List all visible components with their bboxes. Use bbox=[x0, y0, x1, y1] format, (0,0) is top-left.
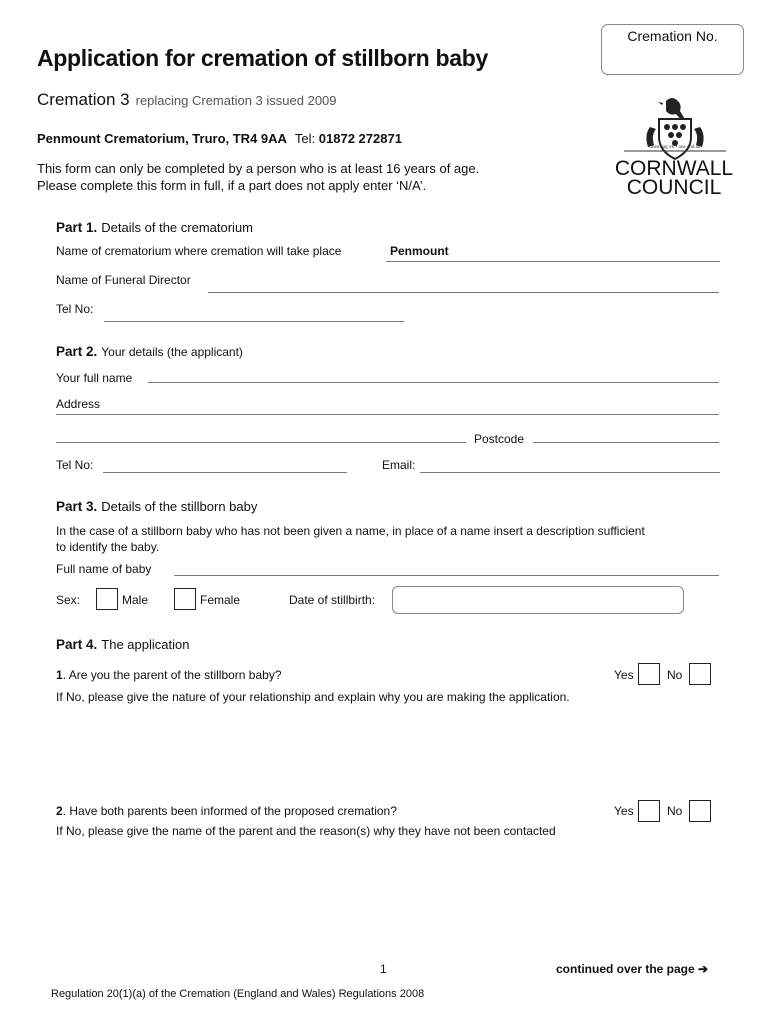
postcode-field[interactable] bbox=[533, 442, 719, 443]
applicant-tel-field[interactable] bbox=[103, 472, 347, 473]
q2-yes-label: Yes bbox=[614, 804, 634, 818]
female-checkbox[interactable] bbox=[174, 588, 196, 610]
intro-text bbox=[37, 160, 479, 194]
stillbirth-date-field[interactable] bbox=[392, 586, 684, 614]
form-code bbox=[37, 90, 337, 110]
applicant-name-label: Your full name bbox=[56, 371, 133, 385]
applicant-email-field[interactable] bbox=[420, 472, 720, 473]
crematorium-name-field[interactable] bbox=[386, 244, 720, 262]
crematorium-name-label: Name of crematorium where cremation will take place bbox=[56, 244, 342, 258]
intro-line-2: Please complete this form in full, if a part does not apply enter ‘N/A’. bbox=[37, 178, 427, 193]
baby-name-field[interactable] bbox=[174, 575, 719, 576]
part1-heading bbox=[56, 220, 253, 235]
male-label: Male bbox=[122, 593, 149, 607]
svg-text:onen hag oll • one and all: onen hag oll • one and all bbox=[649, 145, 701, 150]
cremation-number-box[interactable] bbox=[601, 24, 744, 75]
q2-no-label: No bbox=[667, 804, 683, 818]
part4-title: The application bbox=[101, 637, 190, 652]
applicant-address-field-2[interactable] bbox=[56, 442, 466, 443]
regulation-reference: Regulation 20(1)(a) of the Cremation (England and Wales) Regulations 2008 bbox=[51, 988, 425, 1000]
part3-instruction-line-2: to identify the baby. bbox=[56, 540, 160, 554]
form-note: replacing Cremation 3 issued 2009 bbox=[135, 93, 337, 108]
logo-text-council: COUNCIL bbox=[626, 176, 722, 197]
part3-number: Part 3. bbox=[56, 499, 98, 514]
question-1 bbox=[56, 668, 282, 682]
question-2-followup: If No, please give the name of the parent and the reason(s) why they have not been contacted bbox=[56, 824, 556, 838]
question-1-text: . Are you the parent of the stillborn baby? bbox=[62, 668, 282, 682]
part3-title: Details of the stillborn baby bbox=[101, 499, 258, 514]
part1-tel-label: Tel No: bbox=[56, 302, 94, 316]
crematorium-name-value: Penmount bbox=[390, 244, 449, 258]
continued-note: continued over the page ➔ bbox=[556, 962, 709, 976]
council-crest-icon bbox=[612, 93, 736, 197]
applicant-address-label: Address bbox=[56, 397, 101, 411]
question-1-answer-area[interactable] bbox=[56, 708, 719, 794]
funeral-director-label: Name of Funeral Director bbox=[56, 273, 191, 287]
funeral-director-field[interactable] bbox=[208, 292, 719, 293]
part1-tel-field[interactable] bbox=[104, 321, 404, 322]
part1-number: Part 1. bbox=[56, 220, 98, 235]
part2-number: Part 2. bbox=[56, 344, 98, 359]
form-title: Application for cremation of stillborn baby bbox=[37, 45, 488, 71]
sex-label: Sex: bbox=[56, 593, 81, 607]
crematorium-tel-label: Tel: bbox=[294, 131, 316, 146]
question-2-text: . Have both parents been informed of the proposed cremation? bbox=[62, 804, 397, 818]
part3-heading bbox=[56, 499, 257, 514]
question-2-answer-area[interactable] bbox=[56, 844, 719, 944]
cremation-number-label: Cremation No. bbox=[627, 28, 718, 44]
q2-no-checkbox[interactable] bbox=[689, 800, 711, 822]
logo-text-cornwall: CORNWALL bbox=[614, 157, 734, 180]
part2-title: Your details (the applicant) bbox=[101, 345, 243, 359]
form-code-label: Cremation 3 bbox=[37, 90, 130, 109]
intro-line-1: This form can only be completed by a person who is at least 16 years of age. bbox=[37, 161, 480, 176]
q1-no-label: No bbox=[667, 668, 683, 682]
applicant-tel-label: Tel No: bbox=[56, 458, 94, 472]
postcode-label: Postcode bbox=[474, 432, 525, 446]
applicant-address-field-1[interactable] bbox=[56, 414, 719, 415]
q1-yes-checkbox[interactable] bbox=[638, 663, 660, 685]
crematorium-contact bbox=[37, 131, 402, 146]
page-number: 1 bbox=[380, 962, 387, 976]
crematorium-address: Penmount Crematorium, Truro, TR4 9AA bbox=[37, 131, 287, 146]
part2-heading bbox=[56, 344, 243, 359]
cornwall-council-logo bbox=[612, 93, 736, 197]
part3-instructions bbox=[56, 523, 645, 555]
part4-number: Part 4. bbox=[56, 637, 98, 652]
question-1-number: 1 bbox=[56, 668, 63, 682]
applicant-email-label: Email: bbox=[382, 458, 416, 472]
q1-no-checkbox[interactable] bbox=[689, 663, 711, 685]
question-2-number: 2 bbox=[56, 804, 63, 818]
male-checkbox[interactable] bbox=[96, 588, 118, 610]
part3-instruction-line-1: In the case of a stillborn baby who has not been given a name, in place of a name insert a description sufficient bbox=[56, 524, 645, 538]
question-2 bbox=[56, 804, 397, 818]
question-1-followup: If No, please give the nature of your relationship and explain why you are making the application. bbox=[56, 690, 570, 704]
q2-yes-checkbox[interactable] bbox=[638, 800, 660, 822]
applicant-name-field[interactable] bbox=[148, 382, 719, 383]
part1-title: Details of the crematorium bbox=[101, 220, 254, 235]
crematorium-tel-number: 01872 272871 bbox=[318, 131, 402, 146]
part4-heading bbox=[56, 637, 189, 652]
q1-yes-label: Yes bbox=[614, 668, 634, 682]
baby-name-label: Full name of baby bbox=[56, 562, 152, 576]
female-label: Female bbox=[200, 593, 241, 607]
stillbirth-date-label: Date of stillbirth: bbox=[289, 593, 376, 607]
